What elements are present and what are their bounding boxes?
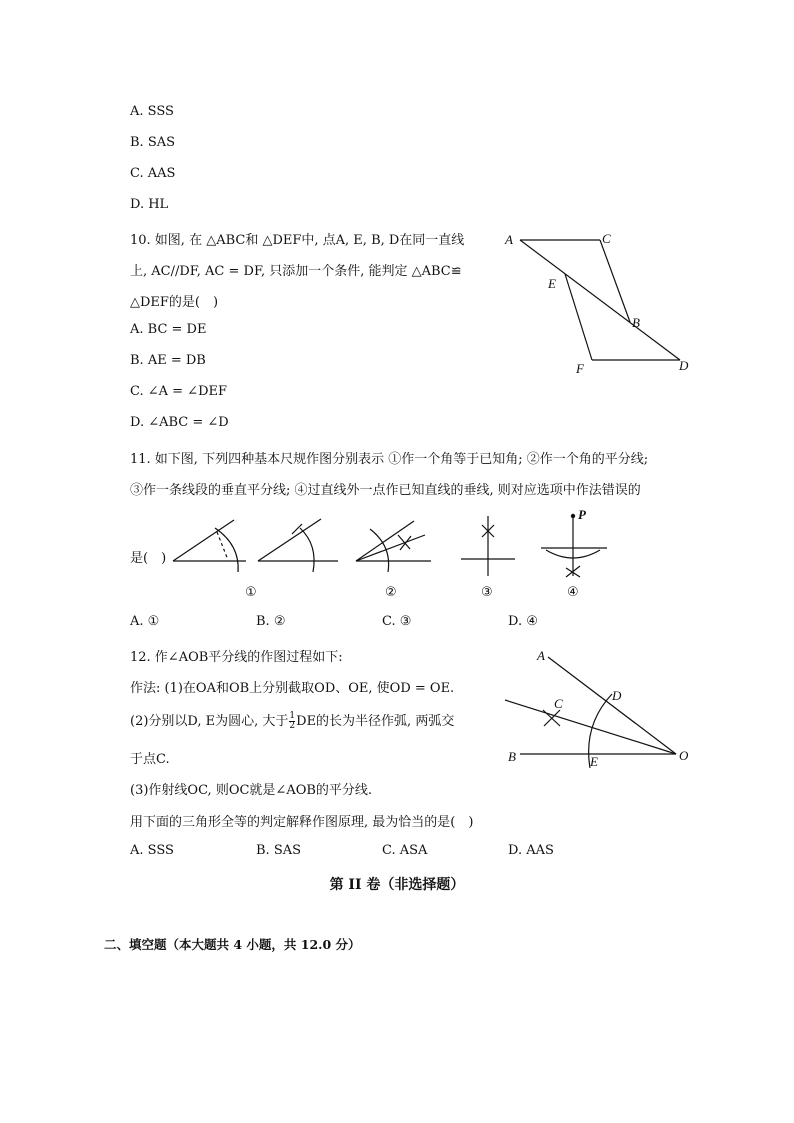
q12-stem-line1: 12. 作∠AOB平分线的作图过程如下: xyxy=(130,650,343,665)
q12-option-c: C. ASA xyxy=(382,843,428,858)
q11-label-p: P xyxy=(578,507,586,522)
q12-fraction-numerator: 1 xyxy=(289,711,296,721)
q10-option-b: B. AE = DB xyxy=(130,353,206,368)
q12-line3-prefix: (2)分别以D, E为圆心, 大于 xyxy=(130,714,289,729)
q11-option-c: C. ③ xyxy=(382,614,412,629)
q11-point-p xyxy=(571,514,575,518)
q12-label-e: E xyxy=(590,754,598,769)
q10-segment-cb xyxy=(600,240,630,322)
q10-figure xyxy=(500,225,700,380)
q11-figure-number-3: ③ xyxy=(481,585,493,600)
section2-heading: 二、填空题（本大题共 4 小题，共 12.0 分） xyxy=(104,937,361,952)
q12-fraction-denominator: 2 xyxy=(289,721,296,731)
q10-stem-line2: 上, AC//DF, AC = DF, 只添加一个条件, 能判定 △ABC≌ xyxy=(130,264,462,279)
q11-stem-line1: 11. 如下图, 下列四种基本尺规作图分别表示 ①作一个角等于已知角; ②作一个角的平分线; xyxy=(130,452,649,467)
q11-option-a: A. ① xyxy=(130,614,160,629)
q12-ray-oc xyxy=(505,700,676,754)
q9-option-b: B. SAS xyxy=(130,135,176,150)
q10-stem-line3: △DEF的是( ) xyxy=(130,295,219,310)
q10-label-c: C xyxy=(602,231,611,246)
q11-figure-number-1: ① xyxy=(245,585,257,600)
q10-option-c: C. ∠A = ∠DEF xyxy=(130,384,228,399)
q10-stem-line1: 10. 如图, 在 △ABC和 △DEF中, 点A, E, B, D在同一直线 xyxy=(130,233,465,248)
q10-label-d: D xyxy=(679,358,689,373)
q12-label-d: D xyxy=(612,688,622,703)
q9-option-d: D. HL xyxy=(130,197,169,212)
q12-stem-line6: 用下面的三角形全等的判定解释作图原理, 最为恰当的是( ) xyxy=(130,815,474,830)
q11-figure-number-4: ④ xyxy=(567,585,579,600)
q9-option-a: A. SSS xyxy=(130,104,174,119)
q12-stem-line4: 于点C. xyxy=(130,752,170,767)
q10-label-e: E xyxy=(548,276,556,291)
q12-figure xyxy=(500,645,700,770)
q10-label-b: B xyxy=(632,315,640,330)
q12-option-d: D. AAS xyxy=(508,843,554,858)
q12-label-b: B xyxy=(508,749,516,764)
q11-stem-line2: ③作一条线段的垂直平分线; ④过直线外一点作已知直线的垂线, 则对应选项中作法错误的 xyxy=(130,483,641,498)
q12-stem-line5: (3)作射线OC, 则OC就是∠AOB的平分线. xyxy=(130,783,373,798)
q12-ray-oa xyxy=(548,657,676,754)
q10-label-a: A xyxy=(505,232,513,247)
q11-option-d: D. ④ xyxy=(508,614,538,629)
q12-stem-line3 xyxy=(130,710,454,731)
q12-line3-suffix: DE的长为半径作弧, 两弧交 xyxy=(296,714,455,729)
q10-option-d: D. ∠ABC = ∠D xyxy=(130,415,229,430)
q12-option-b: B. SAS xyxy=(256,843,302,858)
q10-option-a: A. BC = DE xyxy=(130,322,207,337)
q11-option-b: B. ② xyxy=(256,614,286,629)
q12-fraction xyxy=(289,712,295,731)
q12-label-a: A xyxy=(537,648,545,663)
q10-segment-ef xyxy=(565,274,592,360)
q10-segment-ad xyxy=(520,240,680,360)
q10-label-f: F xyxy=(576,361,584,376)
q12-stem-line2: 作法: (1)在OA和OB上分别截取OD、OE, 使OD = OE. xyxy=(130,681,455,696)
q12-label-o: O xyxy=(679,748,689,763)
q12-label-c: C xyxy=(554,696,563,711)
q11-figure-number-2: ② xyxy=(385,585,397,600)
q11-figures xyxy=(160,505,620,605)
q12-option-a: A. SSS xyxy=(130,843,174,858)
q9-option-c: C. AAS xyxy=(130,166,176,181)
section2-title: 第 II 卷（非选择题） xyxy=(329,877,465,893)
q11-stem-line3: 是( ) xyxy=(130,551,167,566)
